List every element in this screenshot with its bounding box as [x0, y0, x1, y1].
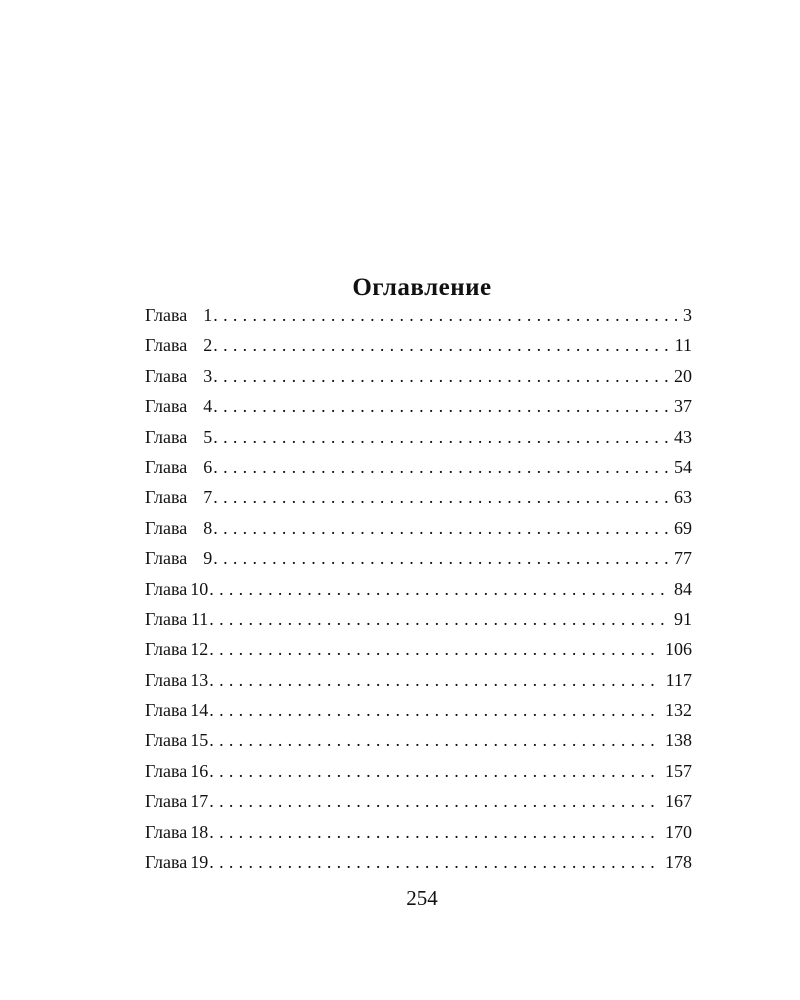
toc-page-number: 3 — [683, 305, 692, 325]
toc-page-number: 91 — [674, 608, 692, 629]
toc-page-number: 63 — [674, 487, 692, 508]
toc-page-number: 117 — [665, 669, 692, 690]
chapter-number: 15 — [190, 730, 209, 751]
dot-leader — [208, 634, 659, 664]
chapter-number: 13 — [190, 669, 209, 690]
chapter-word: Глава — [145, 517, 188, 538]
toc-page-number: 167 — [665, 791, 692, 812]
chapter-word: Глава — [145, 426, 188, 447]
toc-page-number: 54 — [674, 456, 692, 477]
chapter-word: Глава — [145, 730, 188, 751]
dot-leader — [208, 847, 659, 877]
toc-chapter-label — [145, 725, 208, 755]
chapter-word: Глава — [145, 487, 188, 508]
toc-page-number: 84 — [674, 578, 692, 599]
toc-entry — [145, 391, 692, 421]
toc-entry — [145, 513, 692, 543]
chapter-word: Глава — [145, 608, 188, 629]
chapter-number: 11 — [190, 608, 209, 629]
toc-entry — [145, 574, 692, 604]
chapter-word: Глава — [145, 335, 188, 356]
toc-entry — [145, 756, 692, 786]
toc-page-number: 170 — [665, 821, 692, 842]
toc-chapter-label — [145, 665, 208, 695]
toc-entry — [145, 604, 692, 634]
toc-chapter-label — [145, 695, 208, 725]
toc-chapter-label — [145, 330, 212, 360]
chapter-number: 2 — [203, 335, 213, 356]
chapter-number: 12 — [190, 639, 209, 660]
toc-entry — [145, 361, 692, 391]
dot-leader — [212, 391, 668, 421]
dot-leader — [208, 665, 659, 695]
chapter-number: 3 — [203, 365, 213, 386]
dot-leader — [212, 452, 668, 482]
chapter-number: 17 — [190, 791, 209, 812]
toc-entry — [145, 422, 692, 452]
chapter-number: 18 — [190, 821, 209, 842]
toc-entry — [145, 543, 692, 573]
toc-page-number: 11 — [674, 335, 692, 356]
chapter-word: Глава — [145, 669, 188, 690]
toc-chapter-label — [145, 634, 208, 664]
page-title: Оглавление — [352, 273, 492, 301]
chapter-number: 14 — [190, 700, 209, 721]
toc-chapter-label — [145, 482, 212, 512]
dot-leader — [208, 786, 659, 816]
toc-chapter-label — [145, 391, 212, 421]
chapter-word: Глава — [145, 396, 188, 417]
toc-chapter-label — [145, 817, 208, 847]
chapter-word: Глава — [145, 305, 188, 325]
toc-page-number: 69 — [674, 517, 692, 538]
chapter-word: Глава — [145, 760, 188, 781]
chapter-word: Глава — [145, 365, 188, 386]
toc-chapter-label — [145, 756, 208, 786]
toc-page-number: 157 — [665, 760, 692, 781]
dot-leader — [212, 422, 668, 452]
dot-leader — [212, 543, 668, 573]
dot-leader — [208, 604, 668, 634]
toc-entry — [145, 725, 692, 755]
toc-chapter-label — [145, 786, 208, 816]
chapter-word: Глава — [145, 578, 188, 599]
chapter-number: 5 — [203, 426, 213, 447]
toc-entry — [145, 817, 692, 847]
chapter-number: 10 — [190, 578, 209, 599]
chapter-number: 16 — [190, 760, 209, 781]
dot-leader — [208, 574, 668, 604]
toc-chapter-label — [145, 300, 212, 330]
toc-entry — [145, 300, 692, 330]
dot-leader — [212, 513, 668, 543]
chapter-word: Глава — [145, 821, 188, 842]
chapter-number: 6 — [203, 456, 213, 477]
toc-chapter-label — [145, 422, 212, 452]
toc-chapter-label — [145, 574, 208, 604]
dot-leader — [208, 695, 659, 725]
chapter-number: 9 — [203, 548, 213, 569]
table-of-contents — [145, 300, 692, 877]
chapter-word: Глава — [145, 548, 188, 569]
dot-leader — [212, 482, 668, 512]
toc-chapter-label — [145, 604, 208, 634]
dot-leader — [208, 817, 659, 847]
dot-leader — [208, 725, 659, 755]
chapter-word: Глава — [145, 639, 188, 660]
toc-page-number: 178 — [665, 852, 692, 873]
toc-entry — [145, 482, 692, 512]
toc-page-number: 43 — [674, 426, 692, 447]
chapter-number: 19 — [190, 852, 209, 873]
toc-page-number: 132 — [665, 700, 692, 721]
toc-chapter-label — [145, 452, 212, 482]
dot-leader — [212, 300, 677, 330]
toc-entry — [145, 786, 692, 816]
toc-page-number: 77 — [674, 548, 692, 569]
chapter-number: 8 — [203, 517, 213, 538]
dot-leader — [212, 330, 668, 360]
chapter-number: 7 — [203, 487, 213, 508]
chapter-word: Глава — [145, 700, 188, 721]
toc-entry — [145, 695, 692, 725]
toc-entry — [145, 634, 692, 664]
toc-entry — [145, 665, 692, 695]
toc-chapter-label — [145, 513, 212, 543]
toc-page-number: 37 — [674, 396, 692, 417]
toc-entry — [145, 330, 692, 360]
toc-page-number: 138 — [665, 730, 692, 751]
chapter-word: Глава — [145, 852, 188, 873]
chapter-number: 4 — [203, 396, 213, 417]
toc-chapter-label — [145, 361, 212, 391]
chapter-word: Глава — [145, 456, 188, 477]
chapter-word: Глава — [145, 791, 188, 812]
chapter-number: 1 — [203, 305, 213, 325]
dot-leader — [208, 756, 659, 786]
toc-chapter-label — [145, 543, 212, 573]
toc-page-number: 20 — [674, 365, 692, 386]
toc-entry — [145, 452, 692, 482]
page-number: 254 — [406, 886, 438, 910]
toc-entry — [145, 847, 692, 877]
toc-page-number: 106 — [665, 639, 692, 660]
dot-leader — [212, 361, 668, 391]
toc-chapter-label — [145, 847, 208, 877]
